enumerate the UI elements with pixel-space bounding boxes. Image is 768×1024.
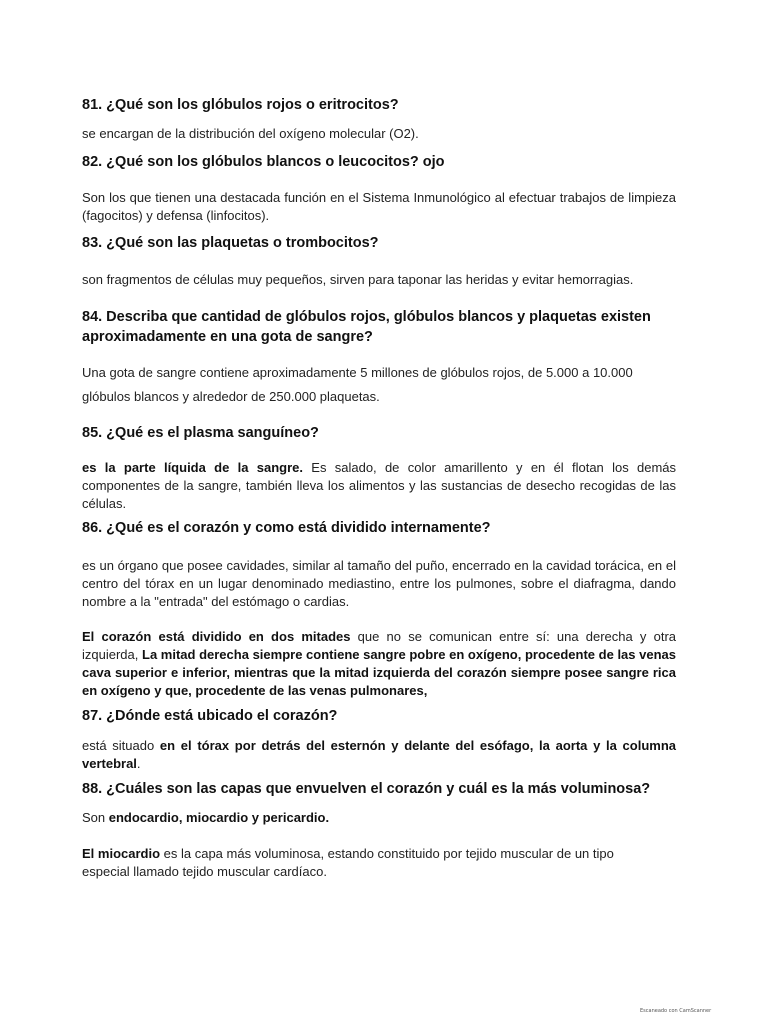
answer-84-line-1: Una gota de sangre contiene aproximadamente 5 millones de glóbulos rojos, de 5.000 a 10.000 bbox=[82, 365, 633, 380]
question-84: 84. Describa que cantidad de glóbulos rojos, glóbulos blancos y plaquetas existen aproximadamente en una gota de sangre? bbox=[82, 309, 651, 345]
question-81: 81. ¿Qué son los glóbulos rojos o eritrocitos? bbox=[82, 97, 399, 113]
answer-87-end: . bbox=[136, 756, 141, 771]
answer-88-text-2: es la capa más voluminosa, estando constituido por tejido muscular de un tipo especial llamado tejido muscular cardíaco. bbox=[82, 846, 614, 879]
answer-85-text: Es salado, de color amarillento y en él flotan los demás componentes de la sangre, también lleva los alimentos y las sustancias de desecho recogidas de las células. bbox=[82, 460, 677, 511]
question-88: 88. ¿Cuáles son las capas que envuelven el corazón y cuál es la más voluminosa? bbox=[82, 781, 651, 797]
answer-88-bold-2: El miocardio bbox=[82, 846, 161, 861]
answer-86-bold-2: La mitad derecha siempre contiene sangre pobre en oxígeno, procedente de las venas cava superior e inferior, mientras que la mitad izquierda del corazón siempre posee sangre rica en oxígeno y que, procedente de las venas pulmonares, bbox=[82, 647, 676, 698]
answer-87-bold: en el tórax por detrás del esternón y delante del esófago, la aorta y la columna vertebral bbox=[82, 738, 677, 771]
question-82: 82. ¿Qué son los glóbulos blancos o leucocitos? ojo bbox=[82, 154, 445, 170]
answer-88-text: Son bbox=[82, 810, 109, 825]
answer-83: son fragmentos de células muy pequeños, sirven para taponar las heridas y evitar hemorragias. bbox=[82, 272, 634, 287]
question-83: 83. ¿Qué son las plaquetas o trombocitos? bbox=[82, 235, 379, 251]
question-87: 87. ¿Dónde está ubicado el corazón? bbox=[82, 708, 338, 724]
answer-85 bbox=[82, 459, 676, 513]
answer-88-bold: endocardio, miocardio y pericardio. bbox=[108, 810, 330, 825]
document-page bbox=[82, 0, 676, 1024]
question-85: 85. ¿Qué es el plasma sanguíneo? bbox=[82, 425, 319, 441]
answer-81: se encargan de la distribución del oxígeno molecular (O2). bbox=[82, 126, 419, 141]
answer-88-paragraph-1 bbox=[82, 809, 676, 827]
question-86: 86. ¿Qué es el corazón y como está dividido internamente? bbox=[82, 520, 491, 536]
answer-86-bold-1: El corazón está dividido en dos mitades bbox=[82, 629, 351, 644]
scanner-watermark: Escaneado con CamScanner bbox=[640, 1008, 712, 1014]
answer-88-paragraph-2 bbox=[82, 845, 662, 881]
answer-84-line-2: glóbulos blancos y alrededor de 250.000 plaquetas. bbox=[82, 389, 380, 404]
answer-87 bbox=[82, 737, 676, 773]
answer-85-bold: es la parte líquida de la sangre. bbox=[82, 460, 303, 475]
answer-86-text-1: que no se comunican entre sí: una derecha y otra izquierda, bbox=[82, 629, 677, 662]
answer-87-text: está situado bbox=[82, 738, 160, 753]
answer-82: Son los que tienen una destacada función en el Sistema Inmunológico al efectuar trabajos de limpieza (fagocitos) y defensa (linfocitos). bbox=[82, 190, 676, 223]
answer-86-paragraph-1: es un órgano que posee cavidades, similar al tamaño del puño, encerrado en la cavidad torácica, en el centro del tórax en un lugar denominado mediastino, entre los pulmones, sobre el diafragma, dando nombre a la "entrada" del estómago o cardias. bbox=[82, 558, 676, 609]
answer-86-paragraph-2 bbox=[82, 628, 676, 700]
